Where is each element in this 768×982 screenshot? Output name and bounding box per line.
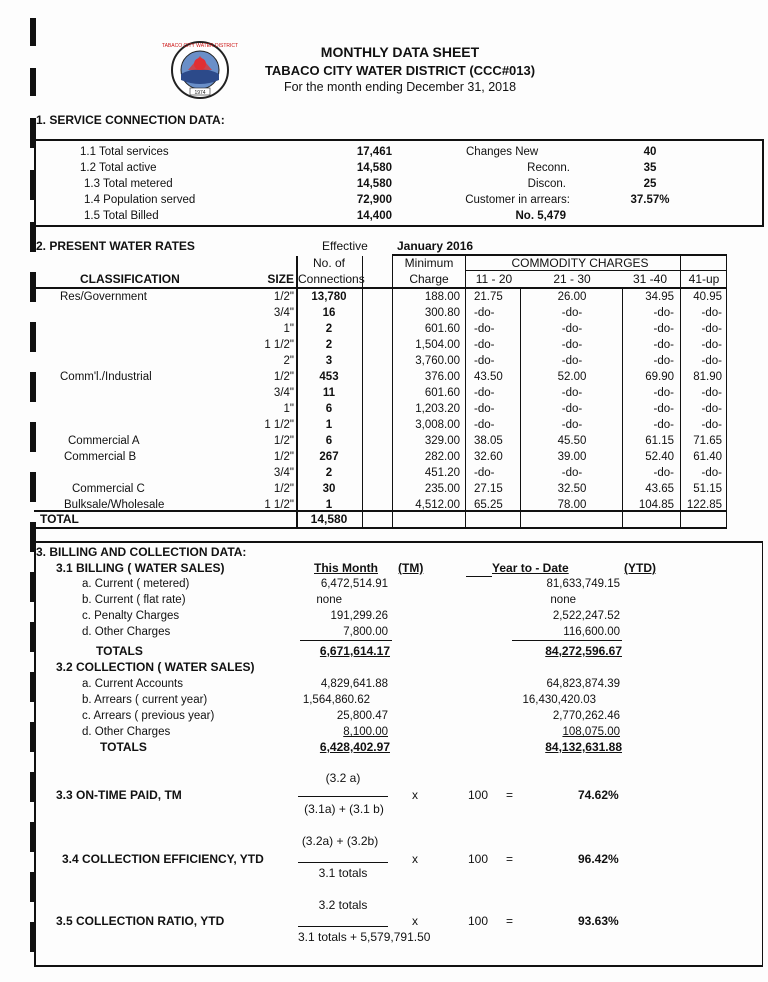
classification-cell — [60, 337, 250, 353]
classification-cell: Res/Government — [60, 291, 147, 303]
rate-cell: -do- — [474, 307, 495, 319]
rate-cell: -do- — [561, 355, 583, 367]
rate-cell: -do- — [701, 403, 722, 415]
size-cell: 1/2" — [273, 291, 294, 303]
size-cell: 1/2" — [273, 435, 294, 447]
classification-cell: Comm'l./Industrial — [60, 371, 152, 383]
size-cell: 2" — [283, 355, 294, 367]
classification-cell: Bulksale/Wholesale — [64, 499, 165, 511]
billing-ytd-value: 116,600.00 — [563, 626, 620, 638]
connections-cell: 2 — [325, 467, 333, 479]
service-values — [320, 144, 392, 224]
billing-tm-value: 7,800.00 — [343, 626, 388, 638]
connections-cell: 13,780 — [311, 291, 347, 303]
efficiency-result: 96.42% — [578, 852, 619, 866]
rate-cell: -do- — [653, 403, 674, 415]
rate-cell: -do- — [701, 323, 722, 335]
col-divider — [726, 254, 727, 528]
changes-label: Reconn. — [527, 162, 570, 174]
billing-label: d. Other Charges — [82, 626, 171, 638]
conn-header-top: No. of — [312, 256, 345, 270]
service-value: 14,580 — [356, 178, 392, 190]
collection-totals-ytd: 84,132,631.88 — [545, 740, 622, 754]
billing-label: a. Current ( metered) — [82, 578, 190, 590]
col-divider — [392, 254, 393, 528]
minimum-charge-cell: 1,504.00 — [415, 339, 460, 351]
ontime-hundred: 100 — [468, 788, 489, 802]
connections-cell: 16 — [322, 307, 336, 319]
billing-tm-value: 6,472,514.91 — [320, 578, 388, 590]
size-column — [240, 289, 294, 513]
binder-mark — [30, 68, 36, 96]
min-header-top: Minimum — [404, 256, 454, 270]
changes-value: 25 — [643, 178, 657, 190]
collection-ytd-value: 2,770,262.46 — [552, 710, 620, 722]
ontime-fraction-bar — [298, 796, 388, 797]
minimum-charge-cell: 282.00 — [424, 451, 460, 463]
classification-cell — [60, 353, 250, 369]
rate-cell: -do- — [701, 355, 722, 367]
col-divider — [362, 256, 363, 528]
connections-cell: 267 — [319, 451, 339, 463]
connections-cell: 3 — [325, 355, 333, 367]
rate-cell: 51.15 — [693, 483, 722, 495]
changes-value: 37.57% — [630, 194, 670, 206]
classification-header: CLASSIFICATION — [80, 272, 180, 286]
logo-year: 1974 — [194, 90, 206, 96]
changes-value: 35 — [643, 162, 657, 174]
rate-cell: -do- — [653, 323, 674, 335]
billing-labels — [82, 576, 189, 640]
efficiency-hundred: 100 — [468, 852, 489, 866]
ratio-numerator: 3.2 totals — [318, 898, 368, 912]
service-label: 1.2 Total active — [80, 162, 157, 174]
commodity-header: COMMODITY CHARGES — [511, 256, 649, 270]
service-label: 1.5 Total Billed — [84, 210, 159, 222]
collection-ytd-value: 64,823,874.39 — [546, 678, 620, 690]
rate-cell: -do- — [653, 387, 674, 399]
rate-cell: -do- — [653, 419, 674, 431]
collection-label: b. Arrears ( current year) — [82, 694, 208, 706]
rate-cell: -do- — [701, 419, 722, 431]
size-cell: 1/2" — [273, 483, 294, 495]
rate-cell: 71.65 — [693, 435, 722, 447]
min-header-bottom: Charge — [409, 272, 449, 286]
billing-tm-value: 191,299.26 — [330, 610, 388, 622]
efficiency-numerator: (3.2a) + (3.2b) — [301, 834, 379, 848]
service-labels — [80, 144, 195, 224]
rate-cell: -do- — [701, 387, 722, 399]
changes-values — [600, 144, 700, 208]
binder-mark — [30, 372, 36, 402]
collection-label: a. Current Accounts — [82, 678, 183, 690]
minimum-charge-cell: 451.20 — [424, 467, 460, 479]
rate-cell: 104.85 — [638, 499, 674, 511]
billing-totals-tm: 6,671,614.17 — [319, 644, 390, 658]
rate-cell: 61.15 — [645, 435, 674, 447]
ontime-equals: = — [506, 788, 514, 802]
classification-cell — [60, 385, 250, 401]
rate-cell: 32.50 — [557, 483, 587, 495]
range-header-31-40: 31 -40 — [632, 272, 668, 286]
minimum-charge-cell: 4,512.00 — [415, 499, 460, 511]
section1-title: 1. SERVICE CONNECTION DATA: — [36, 113, 225, 127]
ontime-numerator: (3.2 a) — [325, 771, 361, 785]
billing-totals-label: TOTALS — [96, 644, 143, 658]
rate-cell: 52.40 — [645, 451, 674, 463]
size-cell: 1 1/2" — [264, 499, 294, 511]
size-cell: 1" — [283, 403, 294, 415]
ontime-result: 74.62% — [578, 788, 619, 802]
ratio-times: x — [412, 914, 418, 928]
changes-value: 40 — [643, 146, 657, 158]
service-label: 1.4 Population served — [84, 194, 196, 206]
table-bottom-rule — [34, 527, 727, 529]
collection-tm-value: 4,829,641.88 — [320, 678, 388, 690]
collection-label: c. Arrears ( previous year) — [82, 710, 215, 722]
collection-tm-values — [290, 676, 388, 740]
size-cell: 1 1/2" — [264, 419, 294, 431]
rate-cell: -do- — [701, 307, 722, 319]
classification-cell: Commercial B — [64, 451, 137, 463]
collection-ytd-values — [500, 676, 620, 740]
rate-11-20-column — [474, 289, 520, 513]
section3-title: 3. BILLING AND COLLECTION DATA: — [36, 545, 247, 559]
minimum-charge-cell: 601.60 — [424, 387, 460, 399]
efficiency-equals: = — [506, 852, 514, 866]
rate-cell: -do- — [474, 387, 495, 399]
rate-31-40-column — [624, 289, 674, 513]
collection-totals-tm: 6,428,402.97 — [319, 740, 390, 754]
rate-cell: -do- — [561, 387, 583, 399]
logo-text: TABACO CITY WATER DISTRICT — [161, 43, 239, 49]
rate-cell: -do- — [474, 355, 495, 367]
rate-cell: 78.00 — [557, 499, 587, 511]
service-label: 1.1 Total services — [80, 146, 169, 158]
range-header-21-30: 21 - 30 — [553, 272, 591, 286]
col-divider — [520, 288, 521, 528]
rate-cell: -do- — [561, 419, 583, 431]
connections-cell: 453 — [319, 371, 339, 383]
rate-cell: 26.00 — [557, 291, 587, 303]
size-header: SIZE — [267, 272, 294, 286]
changes-label: Customer in arrears: — [465, 194, 570, 206]
rate-cell: 81.90 — [693, 371, 722, 383]
rate-cell: -do- — [474, 419, 495, 431]
ontime-denominator: (3.1a) + (3.1 b) — [304, 802, 384, 816]
ytd-header-rule — [466, 576, 492, 577]
rate-cell: -do- — [653, 467, 674, 479]
collection-tm-value: 8,100.00 — [343, 726, 388, 738]
efficiency-fraction-bar — [298, 862, 388, 863]
ratio-fraction-bar — [298, 926, 388, 927]
billing-totals-ytd: 84,272,596.67 — [545, 644, 622, 658]
district-name: TABACO CITY WATER DISTRICT (CCC#013) — [264, 63, 536, 78]
size-cell: 1 1/2" — [264, 339, 294, 351]
collection-tm-value: 25,800.47 — [336, 710, 388, 722]
rate-cell: 40.95 — [693, 291, 722, 303]
minimum-charge-cell: 235.00 — [424, 483, 460, 495]
rate-cell: -do- — [474, 339, 495, 351]
ontime-label: 3.3 ON-TIME PAID, TM — [56, 788, 182, 802]
rate-cell: -do- — [474, 467, 495, 479]
rate-cell: -do- — [653, 307, 674, 319]
connections-cell: 2 — [325, 339, 333, 351]
efficiency-denominator: 3.1 totals — [318, 866, 368, 880]
col-divider — [465, 256, 466, 528]
connections-cell: 1 — [325, 419, 333, 431]
service-label: 1.3 Total metered — [84, 178, 173, 190]
rate-cell: 34.95 — [645, 291, 674, 303]
classification-cell — [60, 417, 250, 433]
range-header-41-up: 41-up — [688, 272, 720, 286]
changes-label: Discon. — [527, 178, 566, 190]
tm-header: This Month — [314, 561, 378, 575]
ratio-hundred: 100 — [468, 914, 489, 928]
minimum-charge-cell: 329.00 — [424, 435, 460, 447]
binder-mark — [30, 422, 36, 452]
rate-cell: 43.65 — [645, 483, 674, 495]
billing-ytd-sum-rule — [512, 640, 622, 641]
minimum-charge-cell: 3,008.00 — [415, 419, 460, 431]
rate-cell: -do- — [561, 307, 583, 319]
rate-cell: -do- — [561, 467, 583, 479]
rate-cell: 45.50 — [557, 435, 587, 447]
rate-21-30-column — [524, 289, 620, 513]
billing-ytd-value: 2,522,247.52 — [552, 610, 620, 622]
page-title: MONTHLY DATA SHEET — [320, 44, 480, 60]
rate-cell: 52.00 — [557, 371, 587, 383]
classification-cell — [60, 401, 250, 417]
rate-cell: 32.60 — [474, 451, 503, 463]
connections-cell: 11 — [322, 387, 336, 399]
size-cell: 3/4" — [273, 387, 294, 399]
classification-cell — [60, 465, 250, 481]
collection-ytd-value: 108,075.00 — [562, 726, 620, 738]
ytd-header: Year to - Date — [492, 561, 569, 575]
classification-cell: Commercial A — [68, 435, 140, 447]
tm-abbr: (TM) — [398, 561, 424, 575]
rate-cell: 38.05 — [474, 435, 503, 447]
minimum-charge-cell: 1,203.20 — [415, 403, 460, 415]
rate-cell: -do- — [653, 339, 674, 351]
rate-cell: -do- — [701, 467, 722, 479]
rate-cell: 122.85 — [686, 499, 722, 511]
collection-ytd-value: 16,430,420.03 — [522, 694, 596, 706]
ratio-label: 3.5 COLLECTION RATIO, YTD — [56, 914, 225, 928]
binder-mark — [30, 18, 36, 46]
rate-cell: 21.75 — [474, 291, 503, 303]
logo-seal — [160, 40, 240, 100]
binder-mark — [30, 472, 36, 502]
collection-totals-label: TOTALS — [100, 740, 147, 754]
rate-cell: 39.00 — [557, 451, 587, 463]
rate-cell: 65.25 — [474, 499, 503, 511]
rate-cell: -do- — [561, 403, 583, 415]
service-value: 17,461 — [356, 146, 392, 158]
ratio-denominator: 3.1 totals + 5,579,791.50 — [298, 930, 431, 944]
service-value: 72,900 — [356, 194, 392, 206]
ratio-equals: = — [506, 914, 514, 928]
section2-title: 2. PRESENT WATER RATES — [36, 239, 195, 253]
minimum-charge-cell: 601.60 — [424, 323, 460, 335]
minimum-charge-column — [394, 289, 460, 513]
size-cell: 1/2" — [273, 371, 294, 383]
connections-cell: 2 — [325, 323, 333, 335]
classification-cell — [60, 321, 250, 337]
size-cell: 1" — [283, 323, 294, 335]
minimum-charge-cell: 376.00 — [424, 371, 460, 383]
rate-cell: 69.90 — [645, 371, 674, 383]
arrears-count: No. 5,479 — [515, 210, 566, 222]
connections-cell: 6 — [325, 403, 333, 415]
total-connections: 14,580 — [310, 512, 348, 526]
billing-ytd-value: none — [550, 594, 576, 606]
commodity-rule — [466, 270, 727, 271]
billing-label: b. Current ( flat rate) — [82, 594, 186, 606]
period-text: For the month ending December 31, 2018 — [283, 80, 517, 94]
minimum-charge-cell: 188.00 — [424, 291, 460, 303]
service-value: 14,400 — [356, 210, 392, 222]
classification-cell: Commercial C — [72, 483, 145, 495]
rate-41-up-column — [682, 289, 722, 513]
col-divider — [680, 256, 681, 528]
efficiency-label: 3.4 COLLECTION EFFICIENCY, YTD — [62, 852, 264, 866]
total-label: TOTAL — [40, 512, 79, 526]
size-cell: 1/2" — [273, 451, 294, 463]
collection-title: 3.2 COLLECTION ( WATER SALES) — [56, 660, 255, 674]
billing-tm-value: none — [316, 594, 342, 606]
classification-cell — [60, 305, 250, 321]
billing-tm-sum-rule — [300, 640, 392, 641]
effective-label: Effective — [322, 239, 368, 253]
range-header-11-20: 11 - 20 — [475, 272, 513, 286]
billing-ytd-values — [500, 576, 620, 640]
col-divider — [622, 288, 623, 528]
billing-tm-values — [290, 576, 388, 640]
service-value: 14,580 — [356, 162, 392, 174]
rate-cell: 61.40 — [693, 451, 722, 463]
conn-header-bottom: Connections — [298, 272, 365, 286]
collection-label: d. Other Charges — [82, 726, 171, 738]
billing-title: 3.1 BILLING ( WATER SALES) — [56, 561, 225, 575]
connections-cell: 6 — [325, 435, 333, 447]
collection-tm-value: 1,564,860.62 — [302, 694, 370, 706]
collection-labels — [82, 676, 214, 740]
changes-labels — [440, 144, 570, 224]
changes-label: Changes New — [466, 146, 539, 158]
rate-cell: 27.15 — [474, 483, 503, 495]
rate-cell: -do- — [474, 323, 495, 335]
billing-label: c. Penalty Charges — [82, 610, 180, 622]
rate-cell: -do- — [701, 339, 722, 351]
ratio-result: 93.63% — [578, 914, 619, 928]
size-cell: 3/4" — [273, 307, 294, 319]
rate-cell: -do- — [474, 403, 495, 415]
rate-cell: -do- — [653, 355, 674, 367]
rate-cell: -do- — [561, 323, 583, 335]
connections-cell: 30 — [322, 483, 336, 495]
rate-cell: -do- — [561, 339, 583, 351]
minimum-charge-cell: 300.80 — [424, 307, 460, 319]
size-cell: 3/4" — [273, 467, 294, 479]
binder-mark — [30, 322, 36, 352]
minimum-charge-cell: 3,760.00 — [415, 355, 460, 367]
billing-ytd-value: 81,633,749.15 — [546, 578, 620, 590]
ytd-abbr: (YTD) — [624, 561, 656, 575]
connections-cell: 1 — [325, 499, 333, 511]
ontime-times: x — [412, 788, 418, 802]
classification-column — [60, 289, 250, 513]
rates-table-top-rule — [393, 254, 727, 256]
connections-column — [298, 289, 360, 513]
efficiency-times: x — [412, 852, 418, 866]
effective-date: January 2016 — [397, 239, 474, 253]
rate-cell: 43.50 — [474, 371, 503, 383]
